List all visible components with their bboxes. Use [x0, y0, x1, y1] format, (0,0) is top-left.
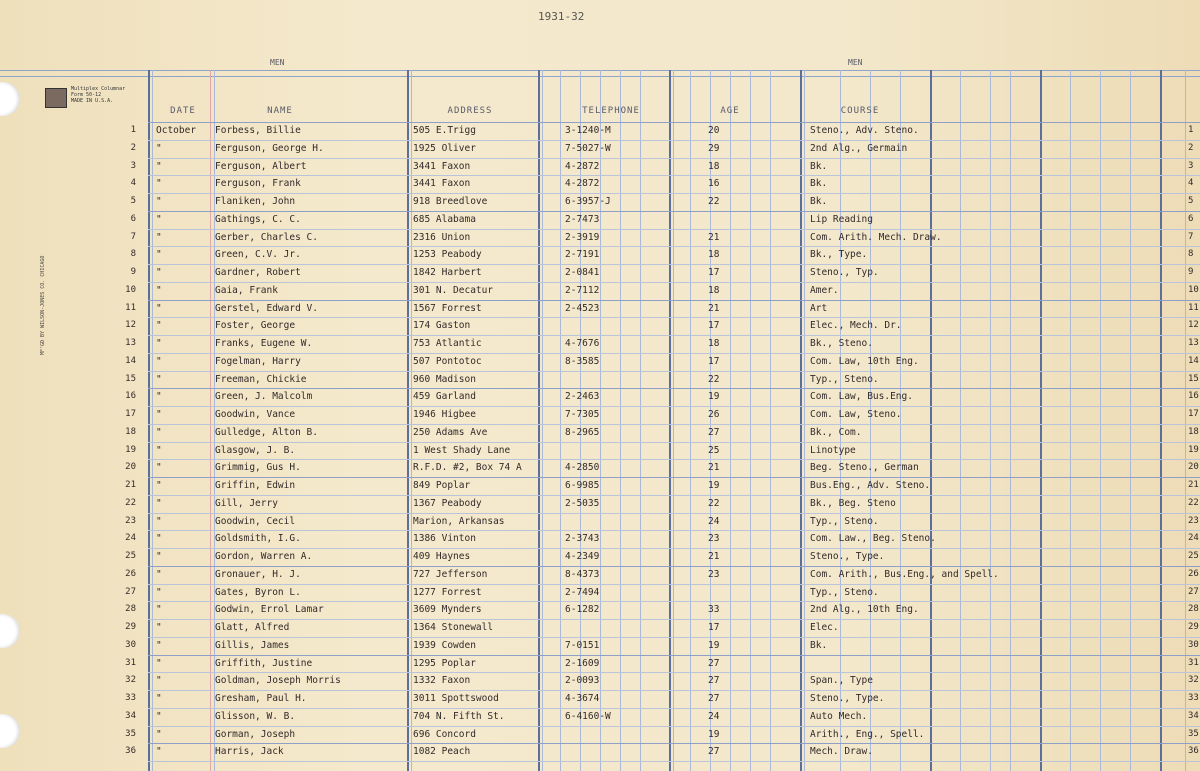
course-cell: Bk., Steno. [810, 338, 873, 349]
date-cell: " [156, 586, 162, 598]
row-number-right: 10 [1188, 284, 1199, 295]
course-cell: Bk., Com. [810, 426, 862, 438]
date-cell: " [156, 675, 162, 687]
age-cell: 22 [708, 373, 720, 385]
form-logo [43, 86, 143, 110]
address-cell: 1364 Stonewall [413, 622, 494, 633]
name-cell: Godwin, Errol Lamar [215, 604, 324, 616]
name-cell: Franks, Eugene W. [215, 338, 313, 349]
row-number: 34 [125, 710, 136, 721]
telephone-cell: 2-3919 [565, 231, 600, 243]
column-header-telephone: TELEPHONE [582, 106, 640, 116]
row-number: 19 [125, 444, 136, 455]
row-number-right: 8 [1188, 249, 1194, 260]
course-cell: Bk. [810, 196, 828, 207]
row-number: 22 [125, 497, 136, 508]
telephone-cell: 7-5027-W [565, 142, 611, 154]
date-cell: " [156, 373, 162, 385]
age-cell: 24 [708, 515, 720, 527]
date-cell: " [156, 693, 162, 704]
address-cell: 1842 Harbert [413, 267, 482, 278]
name-cell: Ferguson, George H. [215, 142, 324, 154]
row-number-right: 11 [1188, 302, 1199, 313]
course-cell: Beg. Steno., German [810, 462, 919, 474]
age-cell: 20 [708, 125, 720, 136]
telephone-cell: 6-4160-W [565, 710, 611, 722]
row-number: 14 [125, 355, 136, 366]
wilson-jones-logo-icon [45, 88, 67, 108]
name-cell: Gerber, Charles C. [215, 231, 318, 243]
date-cell: " [156, 213, 162, 225]
address-cell: 3609 Mynders [413, 604, 482, 616]
age-cell: 21 [708, 302, 720, 314]
age-cell: 27 [708, 746, 720, 758]
logo-line-2: Form 50-12 [71, 92, 102, 98]
age-cell: 21 [708, 462, 720, 474]
name-cell: Grimmig, Gus H. [215, 462, 301, 474]
address-cell: 1386 Vinton [413, 533, 476, 545]
name-cell: Gates, Byron L. [215, 586, 301, 598]
age-cell: 17 [708, 622, 720, 633]
telephone-cell: 2-3743 [565, 533, 600, 545]
row-number-right: 25 [1188, 551, 1199, 561]
name-cell: Gaia, Frank [215, 284, 278, 296]
address-cell: R.F.D. #2, Box 74 A [413, 462, 522, 474]
course-cell: Bk., Beg. Steno [810, 497, 896, 509]
telephone-cell: 8-3585 [565, 355, 600, 367]
address-cell: Marion, Arkansas [413, 515, 505, 527]
address-cell: 505 E.Trigg [413, 125, 476, 136]
age-cell: 26 [708, 409, 720, 420]
row-number: 9 [130, 267, 136, 277]
name-cell: Ferguson, Albert [215, 160, 307, 172]
date-cell: " [156, 178, 162, 190]
date-cell: " [156, 746, 162, 758]
date-cell: " [156, 142, 162, 154]
row-number-right: 7 [1188, 231, 1194, 242]
address-cell: 1925 Oliver [413, 142, 476, 154]
date-cell: " [156, 231, 162, 243]
row-number-right: 2 [1188, 142, 1194, 153]
date-cell: " [156, 267, 162, 278]
row-number-right: 26 [1188, 568, 1199, 579]
address-cell: 507 Pontotoc [413, 355, 482, 367]
address-cell: 409 Haynes [413, 551, 471, 562]
row-number: 32 [125, 675, 136, 686]
row-number-right: 31 [1188, 657, 1199, 668]
course-cell: Com. Law, 10th Eng. [810, 355, 919, 367]
address-cell: 849 Poplar [413, 480, 471, 491]
row-number: 27 [125, 586, 136, 597]
name-cell: Ferguson, Frank [215, 178, 301, 190]
row-number: 5 [130, 196, 136, 206]
date-cell: " [156, 533, 162, 545]
row-number: 17 [125, 409, 136, 419]
row-number-right: 35 [1188, 728, 1199, 739]
date-cell: " [156, 551, 162, 562]
men-label-right: MEN [848, 58, 863, 67]
date-cell: " [156, 462, 162, 474]
address-cell: 1567 Forrest [413, 302, 482, 314]
date-cell: " [156, 196, 162, 207]
address-cell: 1367 Peabody [413, 497, 482, 509]
date-cell: " [156, 249, 162, 261]
name-cell: Gulledge, Alton B. [215, 426, 318, 438]
telephone-cell: 7-7305 [565, 409, 600, 420]
telephone-cell: 2-5035 [565, 497, 600, 509]
row-number: 33 [125, 693, 136, 703]
course-cell: Lip Reading [810, 213, 873, 225]
course-cell: Typ., Steno. [810, 586, 879, 598]
age-cell: 29 [708, 142, 720, 154]
course-cell: Linotype [810, 444, 856, 456]
address-cell: 960 Madison [413, 373, 476, 385]
address-cell: 727 Jefferson [413, 568, 488, 580]
date-cell: " [156, 391, 162, 403]
date-cell: " [156, 710, 162, 722]
name-cell: Gillis, James [215, 639, 290, 651]
address-cell: 685 Alabama [413, 213, 476, 225]
telephone-cell: 3-1240-M [565, 125, 611, 136]
row-number: 11 [125, 302, 136, 313]
row-number-right: 4 [1188, 178, 1194, 189]
row-number-right: 23 [1188, 515, 1199, 526]
name-cell: Forbess, Billie [215, 125, 301, 136]
address-cell: 3011 Spottswood [413, 693, 499, 704]
column-header-date: DATE [170, 106, 196, 116]
course-cell: Span., Type [810, 675, 873, 687]
date-cell: " [156, 409, 162, 420]
row-number: 18 [125, 426, 136, 437]
date-cell: " [156, 338, 162, 349]
telephone-cell: 4-2850 [565, 462, 600, 474]
name-cell: Gresham, Paul H. [215, 693, 307, 704]
column-header-age: AGE [720, 106, 740, 116]
row-number-right: 20 [1188, 462, 1199, 473]
telephone-cell: 4-2872 [565, 178, 600, 190]
course-cell: Bus.Eng., Adv. Steno. [810, 480, 931, 491]
course-cell: Elec. [810, 622, 839, 633]
name-cell: Goldsmith, I.G. [215, 533, 301, 545]
course-cell: Bk. [810, 639, 828, 651]
name-cell: Glatt, Alfred [215, 622, 290, 633]
binder-hole-middle [0, 614, 20, 648]
telephone-cell: 2-1609 [565, 657, 600, 669]
row-number-right: 9 [1188, 267, 1194, 277]
address-cell: 459 Garland [413, 391, 476, 403]
name-cell: Goldman, Joseph Morris [215, 675, 341, 687]
binder-hole-top [0, 82, 20, 116]
course-cell: Bk. [810, 160, 828, 172]
logo-line-3: MADE IN U.S.A. [71, 98, 114, 104]
row-number: 31 [125, 657, 136, 668]
age-cell: 17 [708, 267, 720, 278]
telephone-cell: 2-7191 [565, 249, 600, 261]
course-cell: Steno., Type. [810, 693, 885, 704]
row-number-right: 17 [1188, 409, 1199, 419]
row-number: 16 [125, 391, 136, 402]
telephone-cell: 6-1282 [565, 604, 600, 616]
date-cell: " [156, 302, 162, 314]
date-cell: " [156, 515, 162, 527]
course-cell: Bk. [810, 178, 828, 190]
row-number: 25 [125, 551, 136, 561]
course-cell: Com. Arith., Bus.Eng., and Spell. [810, 568, 999, 580]
name-cell: Griffith, Justine [215, 657, 313, 669]
age-cell: 22 [708, 497, 720, 509]
age-cell: 19 [708, 639, 720, 651]
date-cell: " [156, 160, 162, 172]
row-number: 1 [130, 125, 136, 135]
name-cell: Fogelman, Harry [215, 355, 301, 367]
address-cell: 696 Concord [413, 728, 476, 740]
date-cell: " [156, 728, 162, 740]
row-number: 21 [125, 480, 136, 490]
telephone-cell: 2-7473 [565, 213, 600, 225]
telephone-cell: 4-2872 [565, 160, 600, 172]
date-cell: " [156, 604, 162, 616]
telephone-cell: 2-0093 [565, 675, 600, 687]
age-cell: 27 [708, 675, 720, 687]
age-cell: 27 [708, 426, 720, 438]
column-header-address: ADDRESS [447, 106, 493, 116]
address-cell: 250 Adams Ave [413, 426, 488, 438]
row-number: 23 [125, 515, 136, 526]
telephone-cell: 2-7112 [565, 284, 600, 296]
age-cell: 25 [708, 444, 720, 456]
row-number-right: 18 [1188, 426, 1199, 437]
date-cell: " [156, 497, 162, 509]
address-cell: 1332 Faxon [413, 675, 471, 687]
date-cell: " [156, 444, 162, 456]
address-cell: 918 Breedlove [413, 196, 488, 207]
course-cell: Com. Law, Bus.Eng. [810, 391, 913, 403]
course-cell: Auto Mech. [810, 710, 868, 722]
age-cell: 27 [708, 693, 720, 704]
name-cell: Gardner, Robert [215, 267, 301, 278]
address-cell: 704 N. Fifth St. [413, 710, 505, 722]
age-cell: 33 [708, 604, 720, 616]
row-number: 12 [125, 320, 136, 331]
row-number-right: 27 [1188, 586, 1199, 597]
row-number: 4 [130, 178, 136, 189]
row-number-right: 22 [1188, 497, 1199, 508]
course-cell: Com. Law, Steno. [810, 409, 902, 420]
telephone-cell: 7-0151 [565, 639, 600, 651]
name-cell: Gill, Jerry [215, 497, 278, 509]
address-cell: 2316 Union [413, 231, 471, 243]
age-cell: 19 [708, 480, 720, 491]
row-number-right: 32 [1188, 675, 1199, 686]
row-number: 15 [125, 373, 136, 384]
address-cell: 1253 Peabody [413, 249, 482, 261]
course-cell: Com. Law., Beg. Steno. [810, 533, 936, 545]
course-cell: Typ., Steno. [810, 515, 879, 527]
row-number-right: 1 [1188, 125, 1194, 135]
name-cell: Gathings, C. C. [215, 213, 301, 225]
telephone-cell: 4-2349 [565, 551, 600, 562]
course-cell: 2nd Alg., 10th Eng. [810, 604, 919, 616]
age-cell: 19 [708, 728, 720, 740]
row-number: 3 [130, 160, 136, 171]
row-number: 10 [125, 284, 136, 295]
age-cell: 17 [708, 355, 720, 367]
date-cell: " [156, 622, 162, 633]
row-number-right: 29 [1188, 622, 1199, 632]
address-cell: 174 Gaston [413, 320, 471, 332]
name-cell: Glasgow, J. B. [215, 444, 296, 456]
address-cell: 1 West Shady Lane [413, 444, 511, 456]
age-cell: 18 [708, 249, 720, 261]
row-number: 26 [125, 568, 136, 579]
row-number-right: 16 [1188, 391, 1199, 402]
name-cell: Green, J. Malcolm [215, 391, 313, 403]
row-number: 28 [125, 604, 136, 615]
row-number-right: 5 [1188, 196, 1194, 206]
date-cell: " [156, 355, 162, 367]
name-cell: Griffin, Edwin [215, 480, 296, 491]
name-cell: Goodwin, Vance [215, 409, 296, 420]
binder-hole-bottom [0, 714, 20, 748]
row-number: 13 [125, 338, 136, 348]
address-cell: 3441 Faxon [413, 160, 471, 172]
row-number-right: 33 [1188, 693, 1199, 703]
age-cell: 16 [708, 178, 720, 190]
logo-line-1: Multiplex Columnar [71, 86, 126, 92]
telephone-cell: 2-2463 [565, 391, 600, 403]
age-cell: 18 [708, 284, 720, 296]
course-cell: Art [810, 302, 828, 314]
row-number-right: 6 [1188, 213, 1194, 224]
row-number: 29 [125, 622, 136, 632]
date-cell: " [156, 320, 162, 332]
row-number-right: 19 [1188, 444, 1199, 455]
row-number-right: 3 [1188, 160, 1194, 171]
row-number-right: 34 [1188, 710, 1199, 721]
row-number: 24 [125, 533, 136, 544]
column-header-course: COURSE [840, 106, 880, 116]
name-cell: Gorman, Joseph [215, 728, 296, 740]
year-label: 1931-32 [538, 10, 585, 23]
name-cell: Harris, Jack [215, 746, 284, 758]
course-cell: 2nd Alg., Germain [810, 142, 908, 154]
row-number: 8 [130, 249, 136, 260]
row-number: 30 [125, 639, 136, 650]
column-header-name: NAME [267, 106, 293, 116]
row-number: 36 [125, 746, 136, 757]
manufacturer-imprint: MF'GD BY WILSON-JONES CO. CHICAGO [40, 255, 46, 355]
date-cell: " [156, 480, 162, 491]
telephone-cell: 4-7676 [565, 338, 600, 349]
telephone-cell: 4-3674 [565, 693, 600, 704]
name-cell: Gordon, Warren A. [215, 551, 313, 562]
row-number-right: 28 [1188, 604, 1199, 615]
date-cell: " [156, 639, 162, 651]
row-number-right: 13 [1188, 338, 1199, 348]
row-number: 6 [130, 213, 136, 224]
age-cell: 21 [708, 551, 720, 562]
age-cell: 18 [708, 160, 720, 172]
address-cell: 3441 Faxon [413, 178, 471, 190]
telephone-cell: 8-2965 [565, 426, 600, 438]
telephone-cell: 6-9985 [565, 480, 600, 491]
course-cell: Steno., Adv. Steno. [810, 125, 919, 136]
name-cell: Foster, George [215, 320, 296, 332]
row-number-right: 24 [1188, 533, 1199, 544]
men-label-left: MEN [270, 58, 285, 67]
age-cell: 19 [708, 391, 720, 403]
row-number-right: 21 [1188, 480, 1199, 490]
address-cell: 1946 Higbee [413, 409, 476, 420]
course-cell: Com. Arith. Mech. Draw. [810, 231, 942, 243]
date-cell: October [156, 125, 197, 136]
row-number-right: 36 [1188, 746, 1199, 757]
age-cell: 24 [708, 710, 720, 722]
age-cell: 23 [708, 533, 720, 545]
address-cell: 1939 Cowden [413, 639, 476, 651]
telephone-cell: 2-7494 [565, 586, 600, 598]
course-cell: Arith., Eng., Spell. [810, 728, 925, 740]
course-cell: Elec., Mech. Dr. [810, 320, 902, 332]
telephone-cell: 8-4373 [565, 568, 600, 580]
row-number: 2 [130, 142, 136, 153]
name-cell: Green, C.V. Jr. [215, 249, 301, 261]
date-cell: " [156, 657, 162, 669]
name-cell: Goodwin, Cecil [215, 515, 296, 527]
name-cell: Gerstel, Edward V. [215, 302, 318, 314]
course-cell: Mech. Draw. [810, 746, 873, 758]
row-number: 7 [130, 231, 136, 242]
date-cell: " [156, 426, 162, 438]
course-cell: Steno., Typ. [810, 267, 879, 278]
telephone-cell: 2-4523 [565, 302, 600, 314]
address-cell: 753 Atlantic [413, 338, 482, 349]
course-cell: Steno., Type. [810, 551, 885, 562]
name-cell: Freeman, Chickie [215, 373, 307, 385]
course-cell: Typ., Steno. [810, 373, 879, 385]
telephone-cell: 2-0841 [565, 267, 600, 278]
age-cell: 17 [708, 320, 720, 332]
name-cell: Gronauer, H. J. [215, 568, 301, 580]
address-cell: 301 N. Decatur [413, 284, 494, 296]
date-cell: " [156, 284, 162, 296]
row-number: 20 [125, 462, 136, 473]
row-number-right: 14 [1188, 355, 1199, 366]
telephone-cell: 6-3957-J [565, 196, 611, 207]
course-cell: Amer. [810, 284, 839, 296]
address-cell: 1295 Poplar [413, 657, 476, 669]
row-number-right: 15 [1188, 373, 1199, 384]
name-cell: Glisson, W. B. [215, 710, 296, 722]
age-cell: 18 [708, 338, 720, 349]
name-cell: Flaniken, John [215, 196, 296, 207]
address-cell: 1277 Forrest [413, 586, 482, 598]
course-cell: Bk., Type. [810, 249, 868, 261]
row-number-right: 12 [1188, 320, 1199, 331]
date-cell: " [156, 568, 162, 580]
age-cell: 21 [708, 231, 720, 243]
age-cell: 23 [708, 568, 720, 580]
address-cell: 1082 Peach [413, 746, 471, 758]
age-cell: 27 [708, 657, 720, 669]
age-cell: 22 [708, 196, 720, 207]
row-number-right: 30 [1188, 639, 1199, 650]
row-number: 35 [125, 728, 136, 739]
